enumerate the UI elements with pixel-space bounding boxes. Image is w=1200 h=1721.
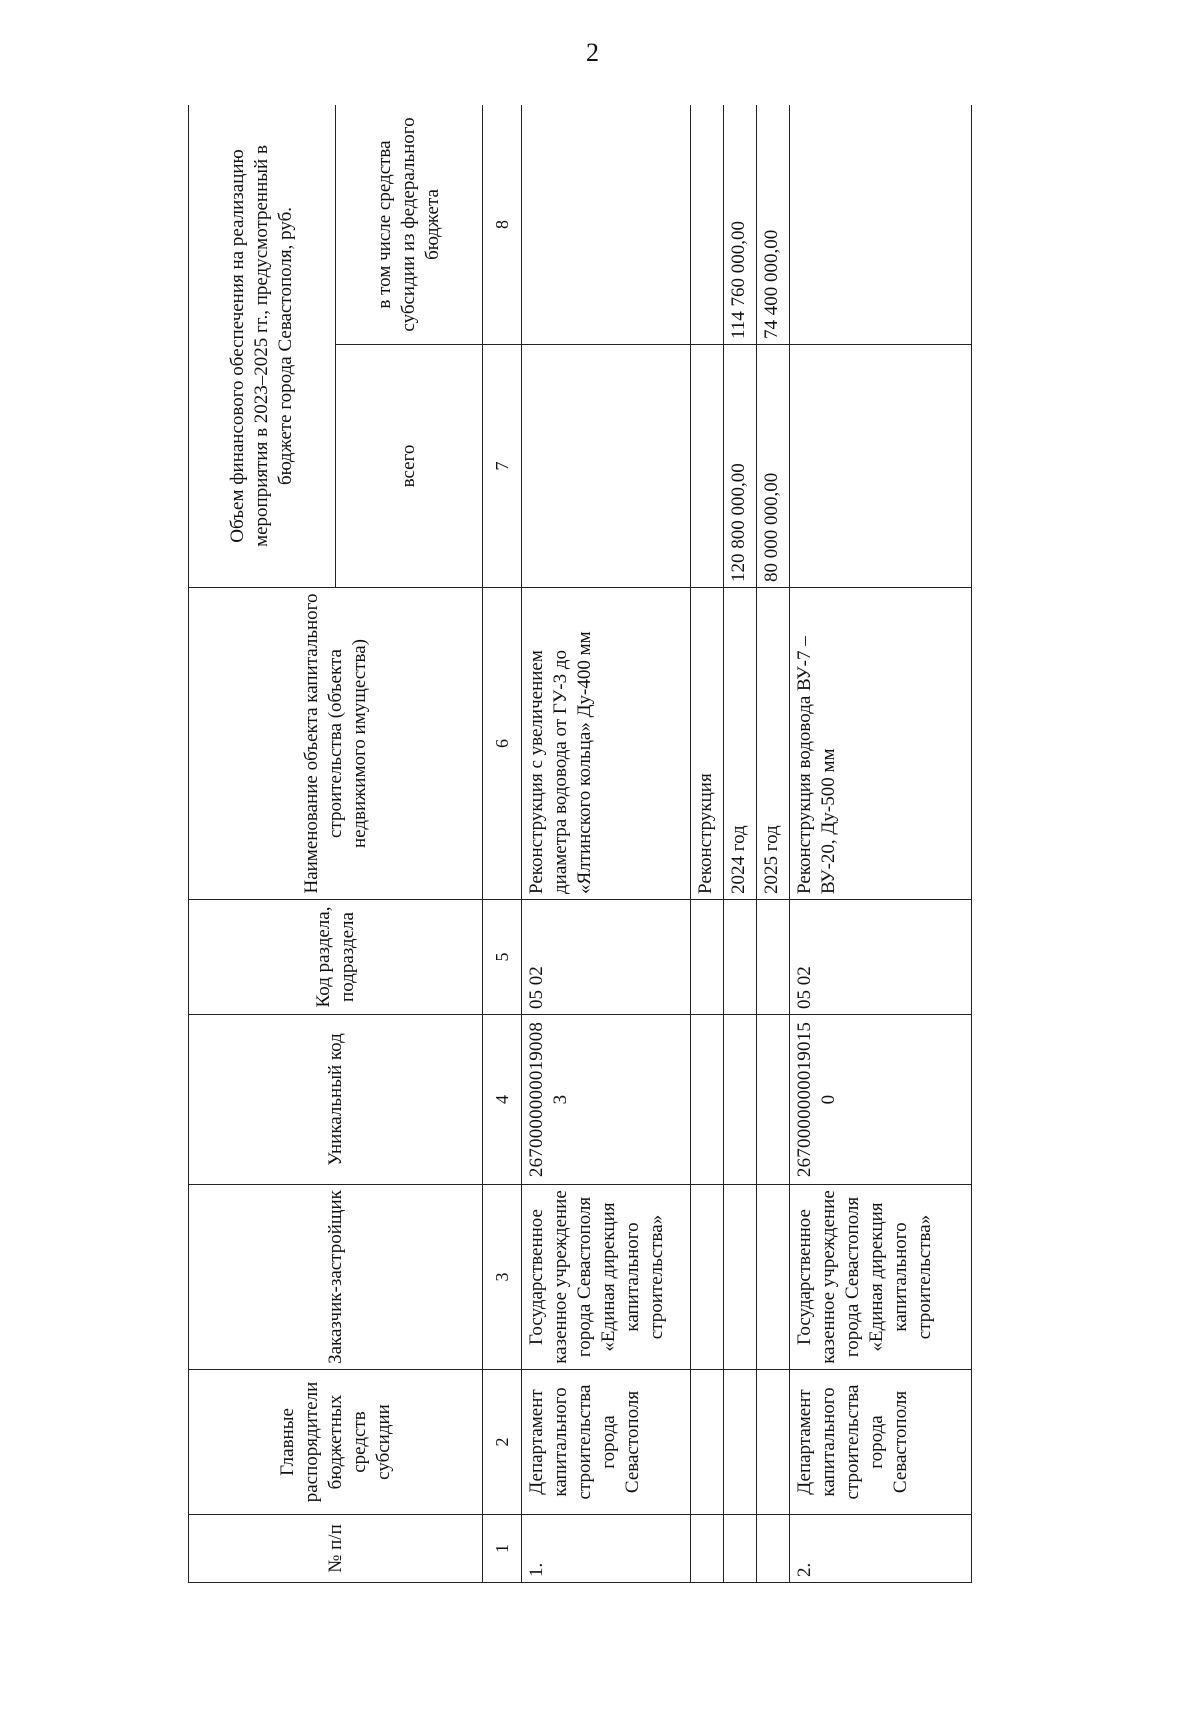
section-code-cell: [724, 900, 757, 1015]
federal-cell: [691, 105, 724, 345]
column-number: 3: [483, 1185, 522, 1370]
object-name-cell: Реконструкция водовода ВУ-7 – ВУ-20, Ду-500 мм: [790, 588, 972, 900]
customer-cell: [691, 1185, 724, 1370]
total-cell: [691, 345, 724, 588]
federal-cell: [790, 105, 972, 345]
section-code-cell: 05 02: [522, 900, 691, 1015]
header-object-name: Наименование объекта капитального строительства (объекта недвижимого имущества): [189, 588, 483, 900]
column-number: 1: [483, 1515, 522, 1583]
customer-cell: Государственное казенное учреждение города Севастополя «Единая дирекция капитального строительства»: [790, 1185, 972, 1370]
header-section-code: Код раздела, подраздела: [189, 900, 483, 1015]
column-numbers-row: [483, 105, 522, 1583]
column-number: 5: [483, 900, 522, 1015]
header-total: всего: [336, 345, 483, 588]
unique-code-cell: [691, 1015, 724, 1185]
distributor-cell: Департамент капитального строительства города Севастополя: [790, 1370, 972, 1515]
distributor-cell: [724, 1370, 757, 1515]
row-number: [691, 1515, 724, 1583]
table-row: [691, 105, 724, 1583]
column-number: 2: [483, 1370, 522, 1515]
column-number: 7: [483, 345, 522, 588]
row-number: 2.: [790, 1515, 972, 1583]
row-number: [757, 1515, 790, 1583]
object-name-cell: Реконструкция с увеличением диаметра водовода от ГУ-3 до «Ялтинского кольца» Ду-400 мм: [522, 588, 691, 900]
unique-code-cell: [724, 1015, 757, 1185]
rotated-table-container: [188, 105, 1104, 1583]
row-number: 1.: [522, 1515, 691, 1583]
federal-cell: 74 400 000,00: [757, 105, 790, 345]
header-num: № п/п: [189, 1515, 483, 1583]
total-cell: [790, 345, 972, 588]
total-cell: [522, 345, 691, 588]
column-number: 4: [483, 1015, 522, 1185]
table-row: [522, 105, 691, 1583]
table-row: [790, 105, 972, 1583]
rotated-table-frame: [188, 105, 1104, 1583]
distributor-cell: [691, 1370, 724, 1515]
object-name-cell: 2024 год: [724, 588, 757, 900]
unique-code-cell: 26700000000190150: [790, 1015, 972, 1185]
customer-cell: Государственное казенное учреждение города Севастополя «Единая дирекция капитального строительства»: [522, 1185, 691, 1370]
header-customer: Заказчик-застройщик: [189, 1185, 483, 1370]
customer-cell: [724, 1185, 757, 1370]
column-number: 8: [483, 105, 522, 345]
header-row-1: [189, 105, 336, 1583]
unique-code-cell: 26700000000190083: [522, 1015, 691, 1185]
row-number: [724, 1515, 757, 1583]
federal-cell: [522, 105, 691, 345]
section-code-cell: 05 02: [790, 900, 972, 1015]
column-number: 6: [483, 588, 522, 900]
header-federal: в том числе средства субсидии из федерального бюджета: [336, 105, 483, 345]
total-cell: 80 000 000,00: [757, 345, 790, 588]
unique-code-cell: [757, 1015, 790, 1185]
total-cell: 120 800 000,00: [724, 345, 757, 588]
distributor-cell: [757, 1370, 790, 1515]
header-financing-group: Объем финансового обеспечения на реализацию мероприятия в 2023–2025 гг., предусмотренный в бюджете города Севастополя, руб.: [189, 105, 336, 588]
table-row: [724, 105, 757, 1583]
distributor-cell: Департамент капитального строительства города Севастополя: [522, 1370, 691, 1515]
section-code-cell: [691, 900, 724, 1015]
header-distributor: Главные распорядители бюджетных средств субсидии: [189, 1370, 483, 1515]
header-unique-code: Уникальный код: [189, 1015, 483, 1185]
object-name-cell: Реконструкция: [691, 588, 724, 900]
customer-cell: [757, 1185, 790, 1370]
page-number: 2: [586, 38, 599, 67]
section-code-cell: [757, 900, 790, 1015]
financing-table: [188, 105, 972, 1583]
federal-cell: 114 760 000,00: [724, 105, 757, 345]
object-name-cell: 2025 год: [757, 588, 790, 900]
table-row: [757, 105, 790, 1583]
